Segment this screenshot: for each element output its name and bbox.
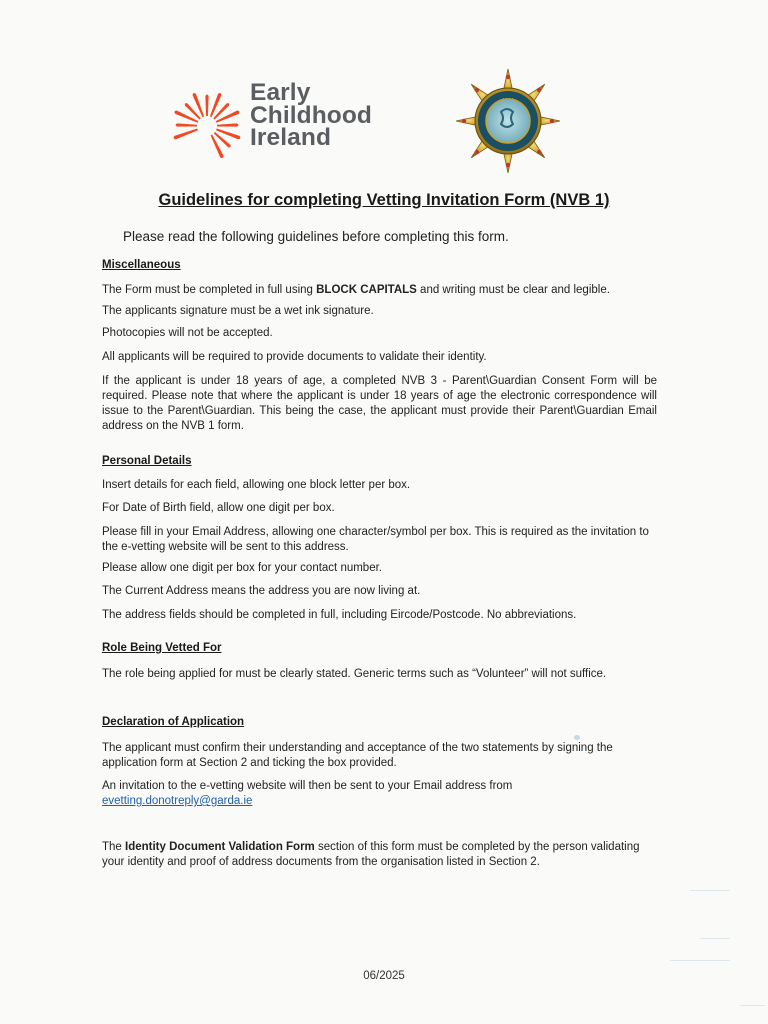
scan-streak [700,938,730,939]
bold-text: BLOCK CAPITALS [316,284,417,296]
early-childhood-ireland-logo [166,76,248,158]
paragraph: For Date of Birth field, allow one digit per box. [102,502,335,514]
paragraph: All applicants will be required to provide documents to validate their identity. [102,351,487,363]
logo-petal [174,129,198,140]
scan-streak [690,890,730,891]
garda-badge-icon [455,68,561,174]
paragraph [102,283,657,298]
text: An invitation to the e-vetting website will then be sent to your Email address from [102,780,513,792]
logo-line: Childhood [250,101,373,129]
section-heading-role: Role Being Vetted For [102,642,222,654]
section-heading-miscellaneous: Miscellaneous [102,259,181,271]
logo-line: Ireland [250,124,332,151]
paragraph [102,779,657,809]
paragraph: Photocopies will not be accepted. [102,327,273,339]
intro-text: Please read the following guidelines before completing this form. [123,229,509,244]
paragraph: If the applicant is under 18 years of age, a completed NVB 3 - Parent\Guardian Consent Form will be required. Please note that where the applicant is under 18 years of age the electronic correspondence will issue to the Parent\Guardian. This being the case, the applicant must provide their Parent\Guardian Email address on the NVB 1 form. [102,375,657,432]
section-heading-declaration: Declaration of Application [102,716,245,728]
text: The Form must be completed in full using [102,284,317,296]
paragraph: Please fill in your Email Address, allowing one character/symbol per box. This is required as the invitation to the e-vetting website will be sent to this address. [102,526,649,553]
paragraph: The applicant must confirm their understanding and acceptance of the two statements by signing the application form at Section 2 and ticking the box provided. [102,742,613,769]
page-footer-date: 06/2025 [363,970,405,982]
paragraph: The applicants signature must be a wet ink signature. [102,305,374,317]
section-heading-personal-details: Personal Details [102,455,192,467]
paragraph: The Current Address means the address you are now living at. [102,585,421,597]
svg-text:· · · ·: · · · · [502,96,514,102]
paragraph: Insert details for each field, allowing one block letter per box. [102,479,411,491]
paragraph [102,840,657,870]
scan-streak [670,960,730,961]
paragraph: Please allow one digit per box for your contact number. [102,562,382,574]
paragraph: The address fields should be completed in full, including Eircode/Postcode. No abbreviations. [102,609,577,621]
document-title: Guidelines for completing Vetting Invitation Form (NVB 1) [158,191,610,209]
text: section of this form must be completed by the person validating your identity and proof of address documents from the organisation listed in Section 2. [102,841,640,868]
bold-text: Identity Document Validation Form [125,841,315,853]
logo-petal [205,95,208,117]
scan-streak [740,1005,765,1006]
logo-wordmark [250,79,373,151]
email-link[interactable]: evetting.donotreply@garda.ie [102,795,253,807]
paragraph: The role being applied for must be clearly stated. Generic terms such as “Volunteer” will not suffice. [102,668,607,680]
scan-speck [574,735,580,740]
logo-petal [176,123,198,126]
logo-line: Early [250,79,311,106]
logo-petal [217,123,239,126]
text: The [102,841,126,853]
text: and writing must be clear and legible. [416,284,610,296]
